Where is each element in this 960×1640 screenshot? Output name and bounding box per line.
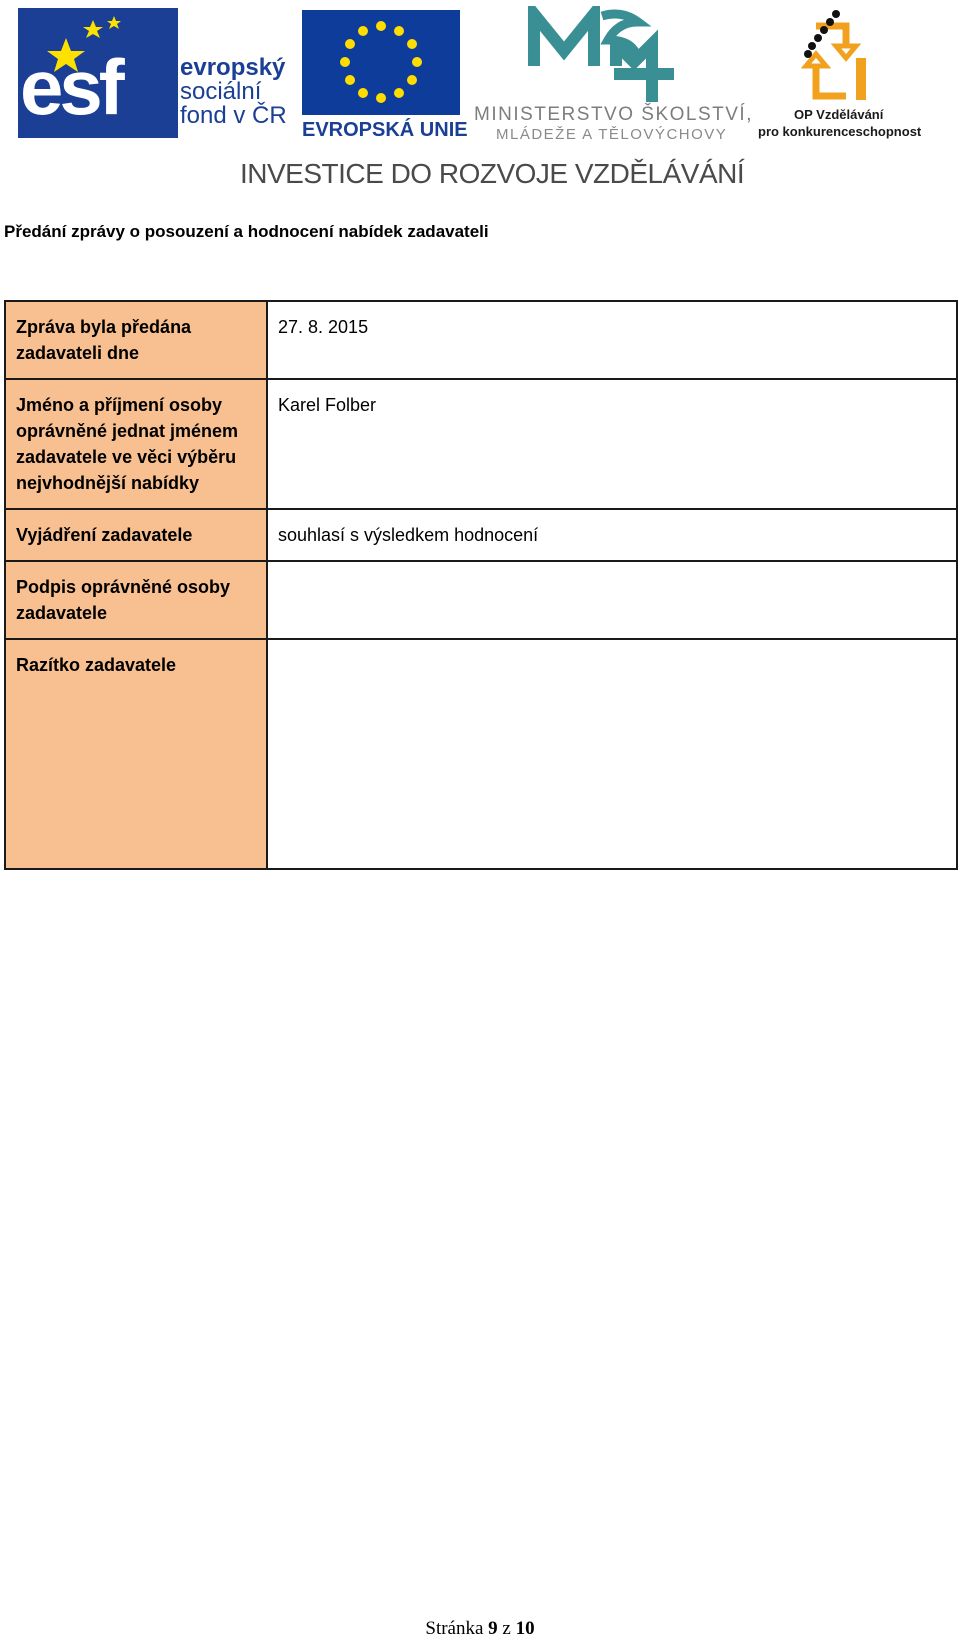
op-line2: pro konkurenceschopnost — [758, 124, 922, 139]
op-line1: OP Vzdělávání — [794, 107, 884, 122]
stamp-field — [267, 639, 957, 869]
logo-header — [0, 0, 960, 200]
msmt-line1: MINISTERSTVO ŠKOLSTVÍ, — [474, 104, 753, 125]
esf-line3: fond v ČR — [180, 102, 287, 129]
eu-label: EVROPSKÁ UNIE — [302, 119, 468, 141]
handover-form-table — [4, 300, 958, 870]
row-value: souhlasí s výsledkem hodnocení — [267, 509, 957, 561]
esf-line1: evropský — [180, 54, 286, 81]
row-value: Karel Folber — [267, 379, 957, 509]
signature-field — [267, 561, 957, 639]
msmt-logo — [474, 6, 753, 146]
msmt-line2: MLÁDEŽE A TĚLOVÝCHOVY — [496, 126, 728, 143]
eu-flag-icon — [302, 10, 460, 115]
eu-logo — [302, 10, 468, 141]
esf-line2: sociální — [180, 78, 262, 105]
op-logo — [756, 6, 936, 146]
row-label: Jméno a příjmení osoby oprávněné jednat jménem zadavatele ve věci výběru nejvhodnější nabídky — [5, 379, 267, 509]
page-footer — [0, 1618, 960, 1640]
table-row — [5, 379, 957, 509]
row-label: Zpráva byla předána zadavateli dne — [5, 301, 267, 379]
table-row — [5, 509, 957, 561]
tagline: INVESTICE DO ROZVOJE VZDĚLÁVÁNÍ — [240, 158, 745, 189]
page-separator: z — [502, 1618, 511, 1639]
row-value: 27. 8. 2015 — [267, 301, 957, 379]
table-row — [5, 301, 957, 379]
table-row — [5, 639, 957, 869]
row-label: Razítko zadavatele — [5, 639, 267, 869]
eu-stars-icon — [302, 10, 460, 115]
current-page: 9 — [488, 1618, 498, 1639]
esf-letters: esf — [20, 43, 121, 131]
row-label: Vyjádření zadavatele — [5, 509, 267, 561]
page-label: Stránka — [425, 1618, 484, 1639]
op-arrows-icon — [756, 6, 936, 106]
document-title: Předání zprávy o posouzení a hodnocení nabídek zadavateli — [4, 222, 489, 241]
total-pages: 10 — [515, 1618, 535, 1639]
msmt-mark-icon — [474, 6, 744, 106]
esf-logo — [18, 8, 290, 138]
row-label: Podpis oprávněné osoby zadavatele — [5, 561, 267, 639]
esf-logo-mark — [18, 8, 178, 138]
table-row — [5, 561, 957, 639]
esf-text — [180, 56, 287, 128]
